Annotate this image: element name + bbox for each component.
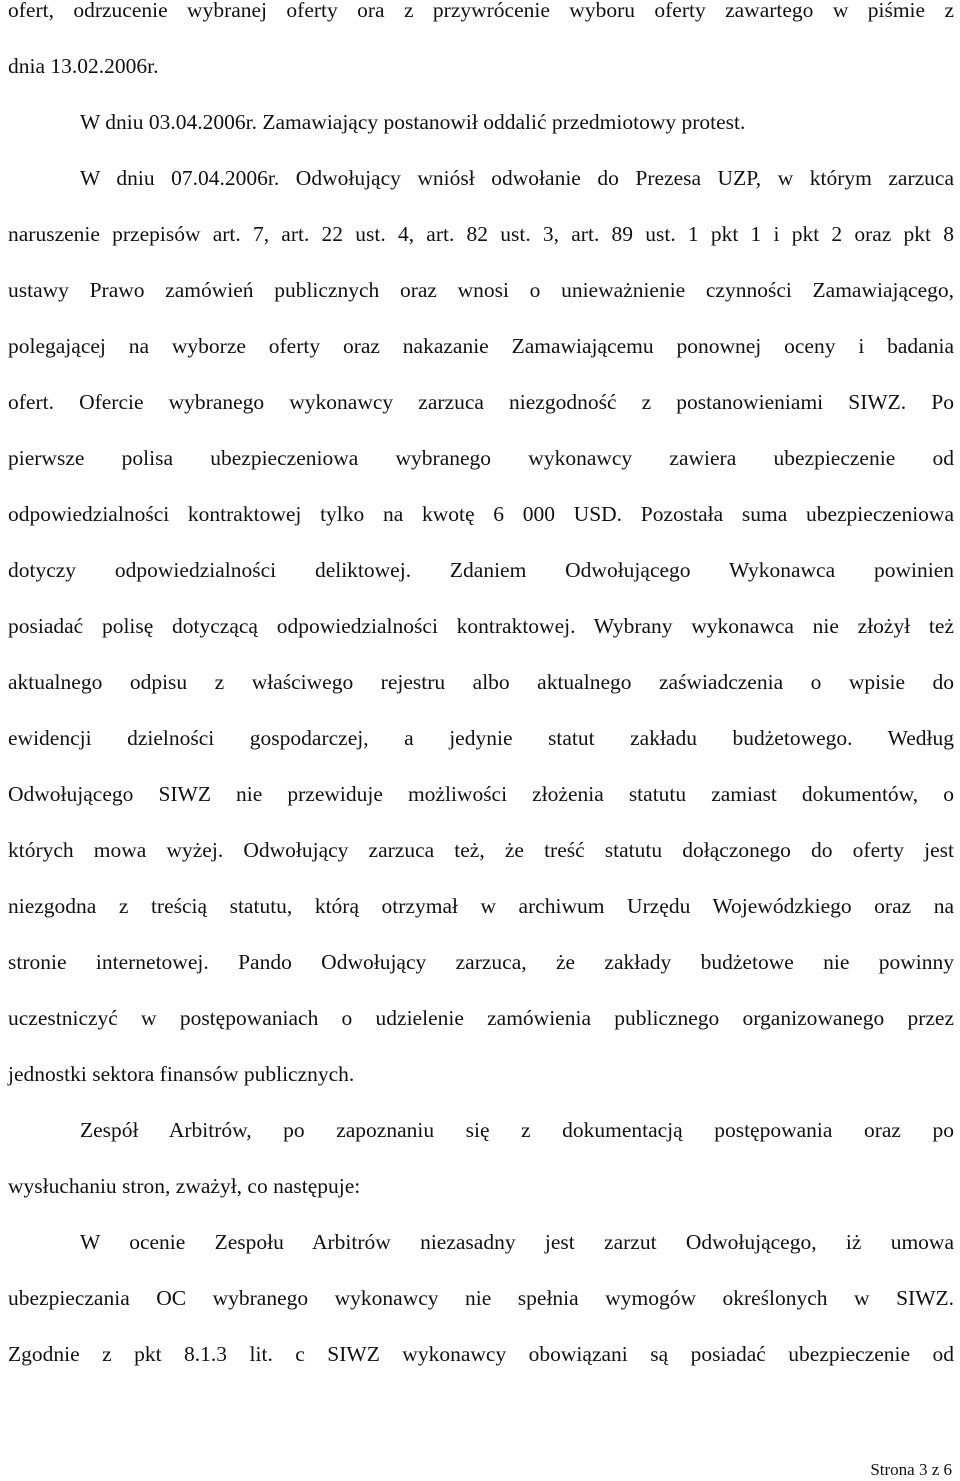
text-line: W dniu 03.04.2006r. Zamawiający postanowił oddalić przedmiotowy protest. — [80, 110, 746, 134]
text-line: W dniu 07.04.2006r. Odwołujący wniósł odwołanie do Prezesa UZP, w którym zarzuca — [80, 166, 954, 190]
text-line: ubezpieczania OC wybranego wykonawcy nie spełnia wymogów określonych w SIWZ. — [8, 1286, 954, 1310]
text-line: polegającej na wyborze oferty oraz nakazanie Zamawiającemu ponownej oceny i badania — [8, 334, 954, 358]
text-line: aktualnego odpisu z właściwego rejestru albo aktualnego zaświadczenia o wpisie do — [8, 670, 954, 694]
text-line: dnia 13.02.2006r. — [8, 54, 159, 78]
text-line: niezgodna z treścią statutu, którą otrzymał w archiwum Urzędu Wojewódzkiego oraz na — [8, 894, 954, 918]
text-line: naruszenie przepisów art. 7, art. 22 ust. 4, art. 82 ust. 3, art. 89 ust. 1 pkt 1 i pkt 2 oraz pkt 8 — [8, 222, 954, 246]
text-line: posiadać polisę dotyczącą odpowiedzialności kontraktowej. Wybrany wykonawca nie złożył też — [8, 614, 954, 638]
text-line: uczestniczyć w postępowaniach o udzielenie zamówienia publicznego organizowanego przez — [8, 1006, 954, 1030]
text-line: dotyczy odpowiedzialności deliktowej. Zdaniem Odwołującego Wykonawca powinien — [8, 558, 954, 582]
text-line: ewidencji dzielności gospodarczej, a jedynie statut zakładu budżetowego. Według — [8, 726, 954, 750]
text-line: pierwsze polisa ubezpieczeniowa wybranego wykonawcy zawiera ubezpieczenie od — [8, 446, 954, 470]
text-line: jednostki sektora finansów publicznych. — [8, 1062, 355, 1086]
text-line: stronie internetowej. Pando Odwołujący zarzuca, że zakłady budżetowe nie powinny — [8, 950, 954, 974]
text-line: Zespół Arbitrów, po zapoznaniu się z dokumentacją postępowania oraz po — [80, 1118, 954, 1142]
text-line: których mowa wyżej. Odwołujący zarzuca też, że treść statutu dołączonego do oferty jest — [8, 838, 954, 862]
text-line: ofert. Ofercie wybranego wykonawcy zarzuca niezgodność z postanowieniami SIWZ. Po — [8, 390, 954, 414]
text-line: ustawy Prawo zamówień publicznych oraz wnosi o unieważnienie czynności Zamawiającego, — [8, 278, 954, 302]
text-line: wysłuchaniu stron, zważył, co następuje: — [8, 1174, 361, 1198]
text-line: odpowiedzialności kontraktowej tylko na kwotę 6 000 USD. Pozostała suma ubezpieczeniowa — [8, 502, 954, 526]
page-number: Strona 3 z 6 — [870, 1460, 952, 1479]
text-line: W ocenie Zespołu Arbitrów niezasadny jest zarzut Odwołującego, iż umowa — [80, 1230, 954, 1254]
text-line: Odwołującego SIWZ nie przewiduje możliwości złożenia statutu zamiast dokumentów, o — [8, 782, 954, 806]
text-line: ofert, odrzucenie wybranej oferty ora z przywrócenie wyboru oferty zawartego w piśmie z — [8, 0, 954, 22]
text-line: Zgodnie z pkt 8.1.3 lit. c SIWZ wykonawcy obowiązani są posiadać ubezpieczenie od — [8, 1342, 954, 1366]
